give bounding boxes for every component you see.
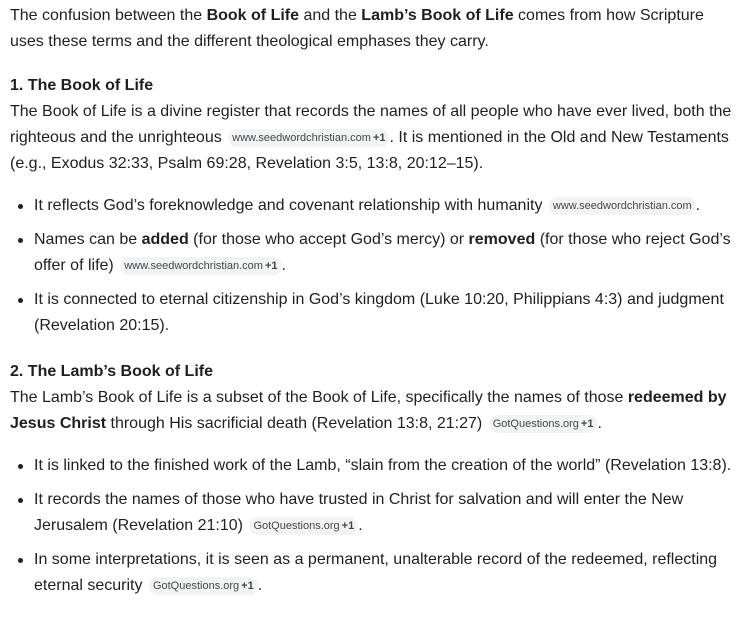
list-item bbox=[34, 547, 732, 599]
section2-bullet-list bbox=[10, 453, 732, 599]
source-chip-count: +1 bbox=[241, 580, 254, 592]
list-item-text: . bbox=[358, 517, 363, 534]
list-item-text: It records the names of those who have trusted in Christ for salvation and will enter the New Jerusalem (Revelation 21:10) bbox=[34, 491, 684, 534]
source-chip-count: +1 bbox=[372, 132, 386, 144]
intro-text: comes from how Scripture uses these terms and the different theological emphases they carry. bbox=[10, 7, 704, 50]
source-chip-count: +1 bbox=[341, 520, 355, 532]
list-item-text: Names can be bbox=[34, 231, 142, 248]
section-heading-book-of-life: 1. The Book of Life bbox=[10, 77, 154, 94]
section2-paragraph bbox=[10, 385, 732, 437]
list-item-text: It reflects God’s foreknowledge and covenant relationship with humanity bbox=[34, 197, 547, 214]
intro-bold-lambs-book: Lamb’s Book of Life bbox=[361, 7, 514, 24]
source-chip[interactable] bbox=[228, 129, 389, 147]
list-item-text: (for those who accept God’s mercy) or bbox=[188, 231, 469, 248]
paragraph-text: through His sacrificial death (Revelation 13:8, 21:27) bbox=[106, 415, 487, 432]
intro-text: and the bbox=[299, 7, 362, 24]
paragraph-text: . bbox=[597, 415, 602, 432]
section-heading-lambs-book-of-life: 2. The Lamb’s Book of Life bbox=[10, 363, 213, 380]
source-chip[interactable] bbox=[249, 517, 358, 535]
list-item-text: It is connected to eternal citizenship in God’s kingdom (Luke 10:20, Philippians 4:3) and judgment (Revelation 20:15). bbox=[34, 291, 724, 334]
source-chip-label: www.seedwordchristian.com bbox=[232, 132, 371, 144]
bold-removed: removed bbox=[468, 231, 536, 248]
source-chip-count: +1 bbox=[580, 418, 594, 430]
list-item bbox=[34, 453, 732, 479]
source-chip-label: www.seedwordchristian.com bbox=[124, 260, 263, 272]
intro-text: The confusion between the bbox=[10, 7, 207, 24]
bold-added: added bbox=[141, 231, 189, 248]
list-item bbox=[34, 227, 732, 279]
paragraph-text: The Lamb’s Book of Life is a subset of the Book of Life, specifically the names of those bbox=[10, 389, 628, 406]
source-chip[interactable] bbox=[149, 577, 258, 595]
paragraph-text: The Book of Life is a divine register that records the names of all people who have ever lived, both the righteous and the unrighteous bbox=[10, 103, 732, 146]
source-chip-label: GotQuestions.org bbox=[492, 418, 579, 430]
source-chip[interactable] bbox=[489, 415, 598, 433]
list-item bbox=[34, 487, 732, 539]
source-chip-label: GotQuestions.org bbox=[253, 520, 340, 532]
list-item-text: (for those who reject God’s offer of life) bbox=[34, 231, 731, 274]
list-item-text: It is linked to the finished work of the Lamb, “slain from the creation of the world” (Revelation 13:8). bbox=[34, 457, 732, 474]
list-item bbox=[34, 287, 732, 339]
list-item-text: . bbox=[257, 577, 263, 594]
section1-bullet-list bbox=[10, 193, 732, 339]
list-item bbox=[34, 193, 732, 219]
paragraph-text: . It is mentioned in the Old and New Testaments (e.g., Exodus 32:33, Psalm 69:28, Revelation 3:5, 13:8, 20:12–15). bbox=[10, 129, 729, 172]
section1-paragraph bbox=[10, 99, 732, 177]
source-chip-count: +1 bbox=[264, 260, 278, 272]
intro-paragraph bbox=[10, 3, 732, 55]
source-chip-label: GotQuestions.org bbox=[152, 580, 240, 592]
list-item-text: . bbox=[281, 257, 286, 274]
list-item-text: . bbox=[695, 197, 701, 214]
source-chip[interactable] bbox=[549, 197, 696, 215]
source-chip[interactable] bbox=[120, 257, 281, 275]
list-item-text: In some interpretations, it is seen as a permanent, unalterable record of the redeemed, reflecting eternal security bbox=[34, 551, 718, 594]
bold-redeemed: redeemed by Jesus Christ bbox=[10, 389, 727, 432]
source-chip-label: www.seedwordchristian.com bbox=[552, 200, 692, 212]
intro-bold-book-of-life: Book of Life bbox=[206, 7, 300, 24]
